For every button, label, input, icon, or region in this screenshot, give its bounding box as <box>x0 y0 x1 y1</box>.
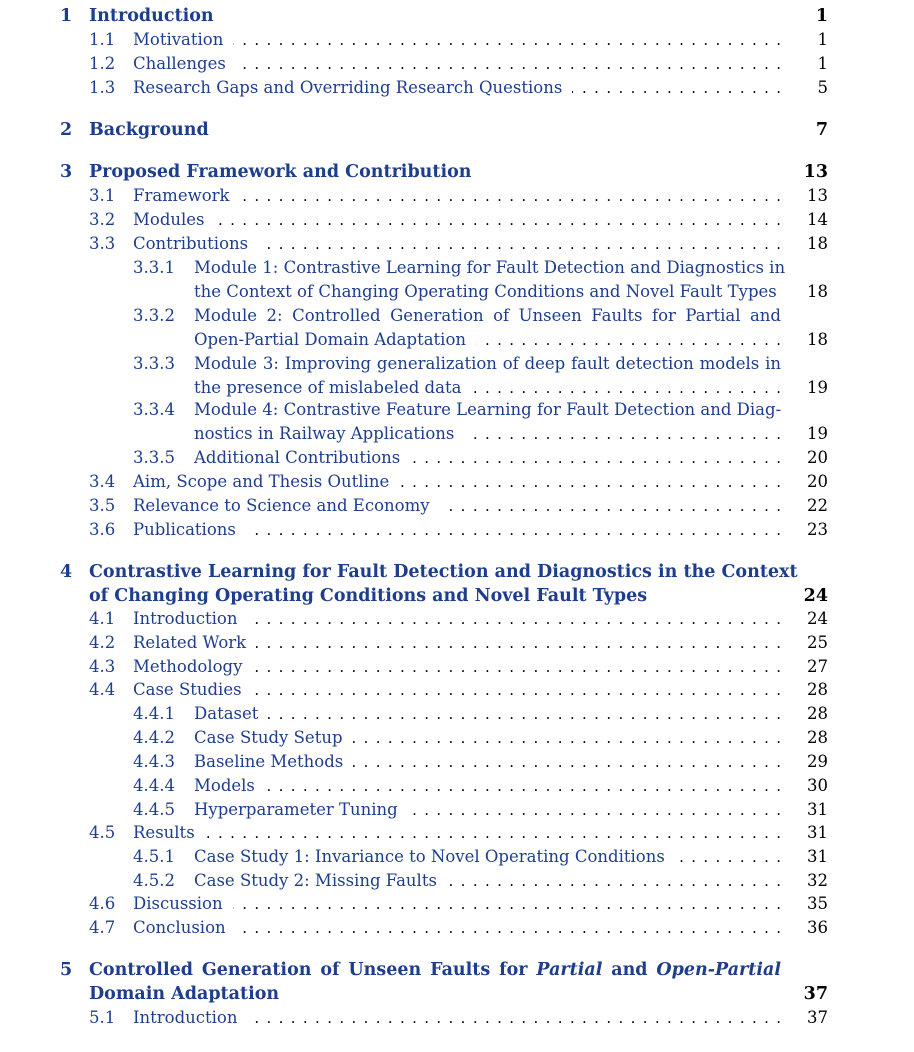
toc-entry-title[interactable]: Case Study 1: Invariance to Novel Operating Conditions <box>194 847 665 866</box>
toc-entry-number[interactable]: 3.3.3 <box>133 354 175 373</box>
toc-entry-page-number[interactable]: 13 <box>807 186 828 205</box>
toc-entry-page-number[interactable]: 18 <box>807 282 828 301</box>
toc-entry-title[interactable]: Module 3: Improving generalization of deep fault detection models in <box>194 354 781 373</box>
toc-entry-title-continued[interactable]: nostics in Railway Applications <box>194 424 455 443</box>
toc-entry-page-number[interactable]: 28 <box>807 728 828 747</box>
toc-section-entry[interactable] <box>0 208 914 232</box>
toc-dot-leader <box>447 869 781 893</box>
toc-dot-leader <box>476 328 781 352</box>
toc-entry-page-number[interactable]: 35 <box>807 894 828 913</box>
toc-entry-number[interactable]: 2 <box>60 120 73 140</box>
toc-entry-title[interactable]: Publications <box>133 520 236 539</box>
toc-entry-number[interactable]: 1.3 <box>89 78 116 97</box>
toc-entry-number[interactable]: 4.4 <box>89 680 116 699</box>
toc-entry-page-number[interactable]: 22 <box>807 496 828 515</box>
toc-entry-title[interactable]: Proposed Framework and Contribution <box>89 162 472 182</box>
toc-entry-title[interactable]: Module 1: Contrastive Learning for Fault Detection and Diagnostics in <box>194 258 786 277</box>
toc-section-entry[interactable] <box>0 678 914 702</box>
toc-entry-page-number[interactable]: 1 <box>817 54 828 73</box>
toc-entry-number[interactable]: 3.1 <box>89 186 116 205</box>
toc-section-entry[interactable] <box>0 702 914 726</box>
toc-section-entry[interactable] <box>0 892 914 916</box>
toc-entry-title[interactable]: Related Work <box>133 633 247 652</box>
toc-section-entry[interactable] <box>0 518 914 542</box>
toc-entry-title-part: Controlled Generation of Unseen Faults for <box>89 960 537 980</box>
toc-entry-page-number[interactable]: 28 <box>807 704 828 723</box>
toc-dot-leader <box>265 774 781 798</box>
toc-entry-number[interactable]: 3.2 <box>89 210 116 229</box>
toc-entry-page-number[interactable]: 7 <box>815 120 828 140</box>
toc-dot-leader <box>353 750 781 774</box>
toc-dot-leader <box>233 28 781 52</box>
toc-section-entry[interactable] <box>0 232 914 256</box>
toc-dot-leader <box>675 845 781 869</box>
toc-entry-title[interactable]: Discussion <box>133 894 223 913</box>
toc-entry-title[interactable]: Background <box>89 120 209 140</box>
toc-entry-title[interactable]: Baseline Methods <box>194 752 344 771</box>
toc-entry-title[interactable] <box>89 958 781 982</box>
toc-entry-number[interactable]: 4.5.2 <box>133 871 175 890</box>
toc-entry-page-number[interactable]: 31 <box>807 847 828 866</box>
toc-entry-title[interactable]: Research Gaps and Overriding Research Questions <box>133 78 563 97</box>
toc-entry-title[interactable]: Conclusion <box>133 918 226 937</box>
toc-entry-number[interactable]: 1 <box>60 6 73 26</box>
toc-entry-number[interactable]: 4.5 <box>89 823 116 842</box>
toc-entry-number[interactable]: 3.6 <box>89 520 116 539</box>
toc-entry-page-number[interactable]: 1 <box>817 30 828 49</box>
toc-dot-leader <box>572 76 781 100</box>
toc-entry-title[interactable]: Contrastive Learning for Fault Detection and Diagnostics in the Context <box>89 562 798 582</box>
toc-entry-title-continued[interactable]: the Context of Changing Operating Conditions and Novel Fault Types <box>194 282 777 301</box>
toc-entry-number[interactable]: 3.3.5 <box>133 448 175 467</box>
toc-entry-page-number[interactable]: 20 <box>807 448 828 467</box>
toc-entry-title[interactable]: Methodology <box>133 657 243 676</box>
toc-entry-title-part: and <box>602 960 657 980</box>
toc-entry-title[interactable]: Framework <box>133 186 230 205</box>
toc-entry-page-number[interactable]: 25 <box>807 633 828 652</box>
toc-entry-title[interactable]: Models <box>194 776 255 795</box>
toc-section-entry[interactable] <box>0 916 914 940</box>
toc-entry-page-number[interactable]: 28 <box>807 680 828 699</box>
toc-entry-title[interactable]: Introduction <box>89 6 214 26</box>
toc-entry-title[interactable]: Hyperparameter Tuning <box>194 800 398 819</box>
toc-dot-leader <box>353 726 781 750</box>
toc-entry-page-number[interactable]: 30 <box>807 776 828 795</box>
toc-chapter-entry[interactable] <box>0 4 914 28</box>
toc-entry-number[interactable]: 4.1 <box>89 609 116 628</box>
toc-section-entry[interactable] <box>0 28 914 52</box>
toc-entry-page-number[interactable]: 32 <box>807 871 828 890</box>
toc-dot-leader <box>258 232 781 256</box>
toc-entry-number[interactable]: 4.4.3 <box>133 752 175 771</box>
toc-entry-number[interactable]: 4.4.2 <box>133 728 175 747</box>
toc-entry-number[interactable]: 5.1 <box>89 1008 116 1027</box>
toc-entry-number[interactable]: 3.3.1 <box>133 258 175 277</box>
toc-entry-number[interactable]: 1.2 <box>89 54 116 73</box>
toc-dot-leader <box>252 678 781 702</box>
toc-chapter-entry[interactable] <box>0 958 914 1006</box>
toc-entry-number[interactable]: 3.3.4 <box>133 400 175 419</box>
toc-section-entry[interactable] <box>0 1006 914 1030</box>
toc-entry-page-number[interactable]: 24 <box>807 609 828 628</box>
toc-section-entry[interactable] <box>0 494 914 518</box>
toc-entry-page-number[interactable]: 19 <box>807 424 828 443</box>
toc-dot-leader <box>248 607 782 631</box>
toc-entry-number[interactable]: 4.5.1 <box>133 847 175 866</box>
toc-entry-title[interactable]: Results <box>133 823 195 842</box>
toc-entry-title[interactable]: Challenges <box>133 54 226 73</box>
toc-entry-number[interactable]: 4.4.5 <box>133 800 175 819</box>
toc-dot-leader <box>410 446 781 470</box>
toc-section-entry[interactable] <box>0 655 914 679</box>
toc-dot-leader <box>248 1006 782 1030</box>
toc-entry-title[interactable]: Module 2: Controlled Generation of Unseen Faults for Partial and <box>194 306 781 325</box>
toc-dot-leader <box>236 916 781 940</box>
toc-entry-number[interactable]: 4.4.1 <box>133 704 175 723</box>
toc-entry-title-continued[interactable]: Domain Adaptation <box>89 984 280 1004</box>
toc-entry-page-number[interactable]: 14 <box>807 210 828 229</box>
toc-dot-leader <box>252 655 781 679</box>
toc-dot-leader <box>215 208 781 232</box>
toc-entry-number[interactable]: 3.5 <box>89 496 116 515</box>
toc-section-entry[interactable] <box>0 607 914 631</box>
toc-entry-title[interactable]: Contributions <box>133 234 249 253</box>
toc-entry-page-number[interactable]: 18 <box>807 330 828 349</box>
toc-entry-page-number[interactable]: 13 <box>803 162 828 182</box>
toc-entry-number[interactable]: 3 <box>60 162 73 182</box>
toc-entry-number[interactable]: 4.3 <box>89 657 116 676</box>
toc-entry-number[interactable]: 5 <box>60 960 73 980</box>
toc-entry-number[interactable]: 3.3 <box>89 234 116 253</box>
toc-section-entry[interactable] <box>0 352 914 400</box>
toc-section-entry[interactable] <box>0 821 914 845</box>
toc-dot-leader <box>205 821 781 845</box>
toc-dot-leader <box>236 52 781 76</box>
toc-entry-number[interactable]: 3.4 <box>89 472 116 491</box>
toc-entry-page-number[interactable]: 37 <box>803 984 828 1004</box>
toc-section-entry[interactable] <box>0 446 914 470</box>
toc-entry-title-part: Open-Partial <box>656 960 781 980</box>
toc-section-entry[interactable] <box>0 631 914 655</box>
toc-chapter-entry[interactable] <box>0 118 914 142</box>
toc-entry-title-continued[interactable]: of Changing Operating Conditions and Novel Fault Types <box>89 586 648 606</box>
toc-section-entry[interactable] <box>0 184 914 208</box>
toc-dot-leader <box>399 470 781 494</box>
toc-section-entry[interactable] <box>0 774 914 798</box>
toc-entry-page-number[interactable]: 27 <box>807 657 828 676</box>
toc-entry-number[interactable]: 4 <box>60 562 73 582</box>
toc-entry-title[interactable]: Aim, Scope and Thesis Outline <box>133 472 390 491</box>
toc-entry-number[interactable]: 3.3.2 <box>133 306 175 325</box>
toc-entry-title[interactable]: Modules <box>133 210 205 229</box>
toc-entry-page-number[interactable]: 20 <box>807 472 828 491</box>
toc-entry-page-number[interactable]: 23 <box>807 520 828 539</box>
toc-chapter-entry[interactable] <box>0 560 914 608</box>
toc-section-entry[interactable] <box>0 398 914 446</box>
toc-section-entry[interactable] <box>0 52 914 76</box>
toc-dot-leader <box>440 494 781 518</box>
toc-dot-leader <box>256 631 781 655</box>
toc-entry-title-part: Partial <box>536 960 603 980</box>
toc-entry-title[interactable]: Dataset <box>194 704 259 723</box>
toc-entry-title[interactable]: Case Studies <box>133 680 242 699</box>
toc-entry-title[interactable]: Relevance to Science and Economy <box>133 496 430 515</box>
toc-dot-leader <box>408 798 781 822</box>
toc-dot-leader <box>240 184 781 208</box>
toc-dot-leader <box>268 702 781 726</box>
toc-entry-title[interactable]: Case Study Setup <box>194 728 343 747</box>
toc-entry-page-number[interactable]: 1 <box>815 6 828 26</box>
toc-entry-page-number[interactable]: 29 <box>807 752 828 771</box>
toc-entry-number[interactable]: 4.2 <box>89 633 116 652</box>
toc-section-entry[interactable] <box>0 256 914 304</box>
toc-entry-page-number[interactable]: 24 <box>803 586 828 606</box>
toc-entry-page-number[interactable]: 19 <box>807 378 828 397</box>
toc-entry-page-number[interactable]: 31 <box>807 823 828 842</box>
toc-entry-page-number[interactable]: 31 <box>807 800 828 819</box>
toc-entry-title[interactable]: Case Study 2: Missing Faults <box>194 871 437 890</box>
toc-entry-number[interactable]: 1.1 <box>89 30 116 49</box>
toc-entry-title[interactable]: Introduction <box>133 609 238 628</box>
toc-section-entry[interactable] <box>0 304 914 352</box>
toc-entry-number[interactable]: 4.4.4 <box>133 776 175 795</box>
toc-section-entry[interactable] <box>0 726 914 750</box>
toc-entry-page-number[interactable]: 18 <box>807 234 828 253</box>
toc-entry-page-number[interactable]: 37 <box>807 1008 828 1027</box>
toc-entry-number[interactable]: 4.6 <box>89 894 116 913</box>
toc-dot-leader <box>246 518 781 542</box>
toc-section-entry[interactable] <box>0 845 914 869</box>
toc-entry-page-number[interactable]: 5 <box>817 78 828 97</box>
toc-entry-title[interactable]: Introduction <box>133 1008 238 1027</box>
toc-entry-title[interactable]: Motivation <box>133 30 224 49</box>
toc-entry-title[interactable]: Additional Contributions <box>194 448 401 467</box>
toc-section-entry[interactable] <box>0 798 914 822</box>
toc-entry-title-continued[interactable]: Open-Partial Domain Adaptation <box>194 330 467 349</box>
toc-section-entry[interactable] <box>0 750 914 774</box>
toc-chapter-entry[interactable] <box>0 160 914 184</box>
toc-dot-leader <box>464 422 781 446</box>
toc-entry-title-continued[interactable]: the presence of mislabeled data <box>194 378 462 397</box>
toc-dot-leader <box>471 376 781 400</box>
toc-section-entry[interactable] <box>0 76 914 100</box>
toc-entry-number[interactable]: 4.7 <box>89 918 116 937</box>
toc-entry-page-number[interactable]: 36 <box>807 918 828 937</box>
toc-section-entry[interactable] <box>0 470 914 494</box>
toc-entry-title[interactable]: Module 4: Contrastive Feature Learning for Fault Detection and Diag- <box>194 400 782 419</box>
toc-section-entry[interactable] <box>0 869 914 893</box>
toc-dot-leader <box>233 892 781 916</box>
